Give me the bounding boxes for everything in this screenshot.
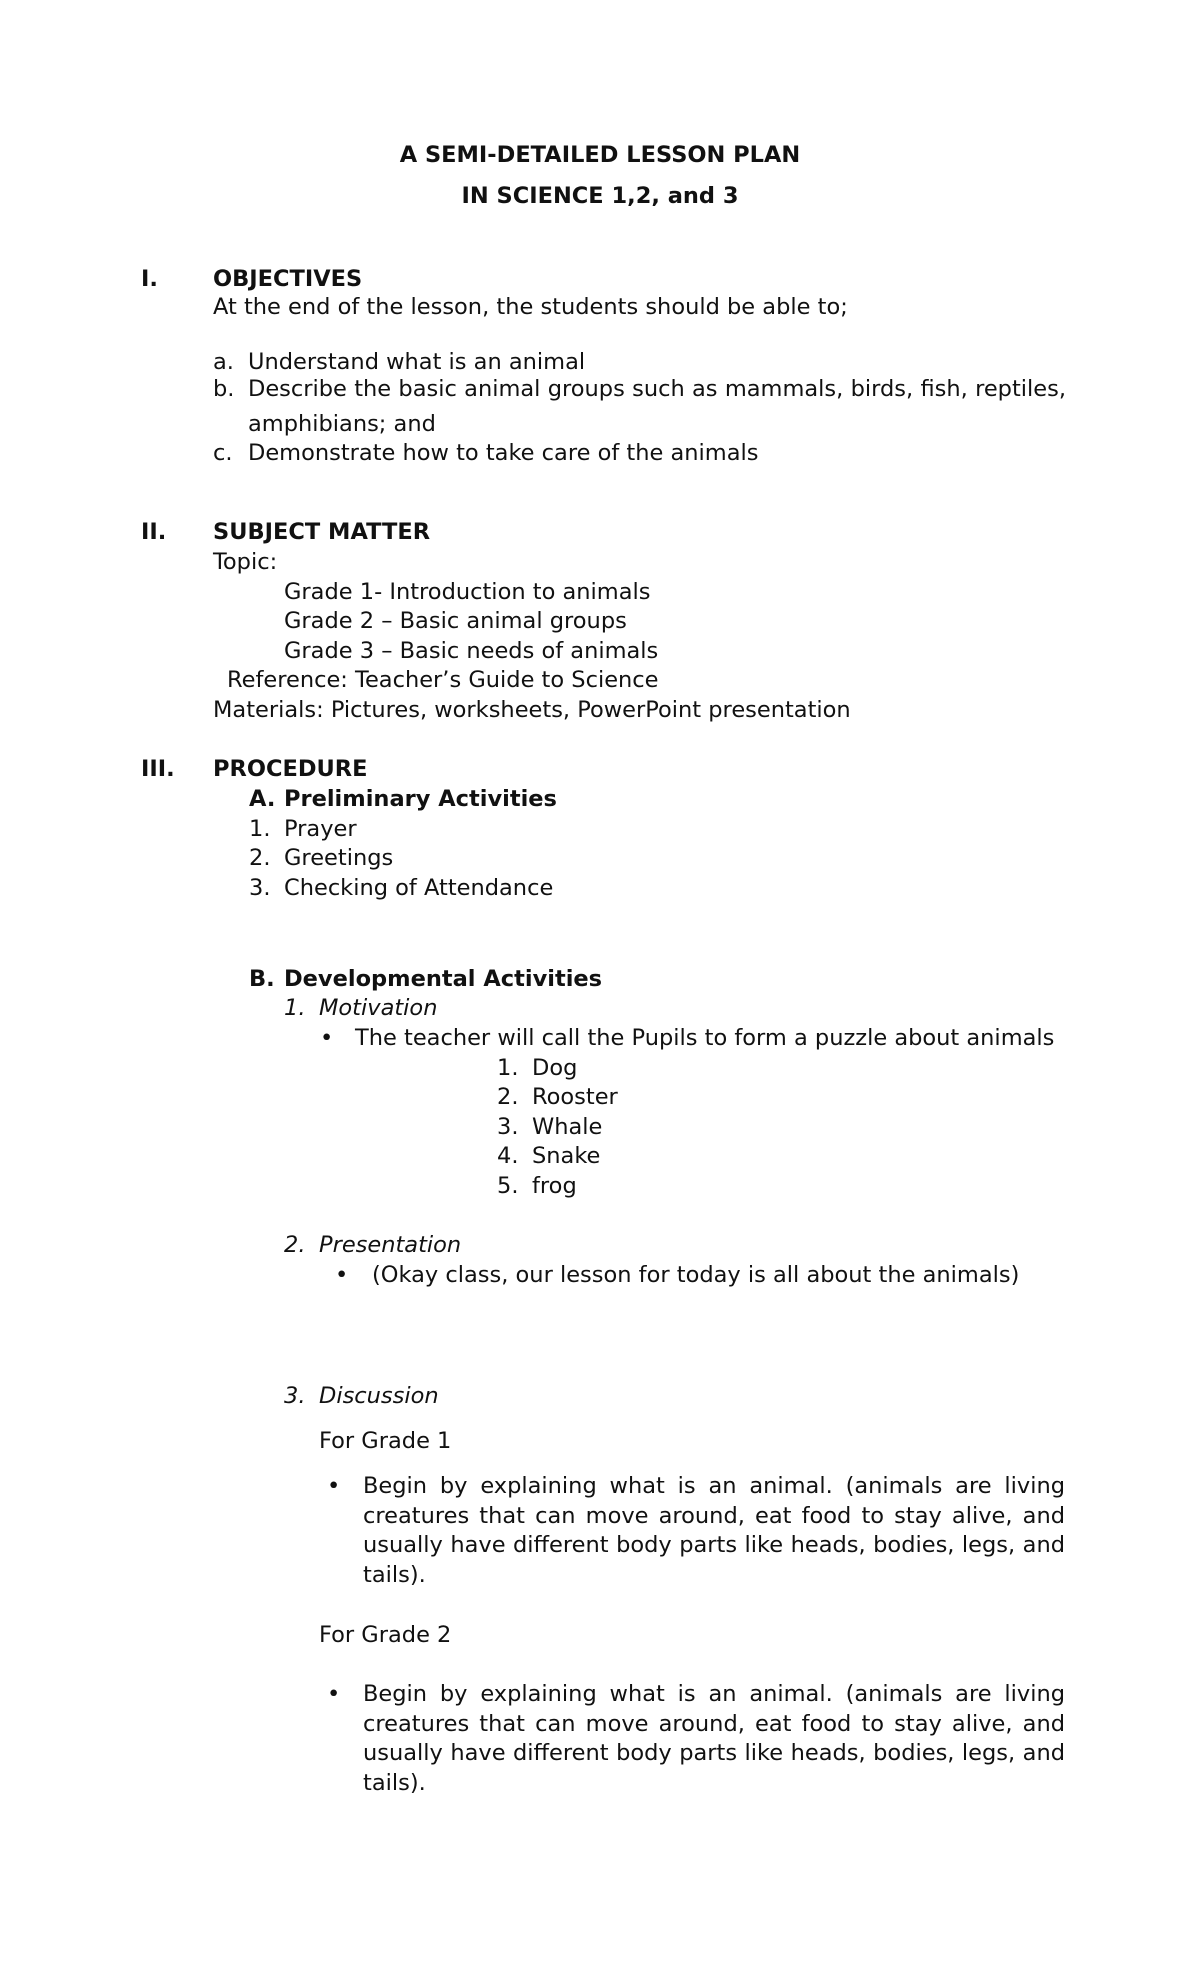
motivation-heading: Motivation <box>319 995 438 1021</box>
materials-line: Materials: Pictures, worksheets, PowerPoint presentation <box>213 697 851 723</box>
animal-marker-4: 4. <box>497 1143 519 1169</box>
preliminary-marker-1: 1. <box>249 816 271 842</box>
animal-item-whale: Whale <box>532 1114 603 1140</box>
animal-item-snake: Snake <box>532 1143 601 1169</box>
presentation-marker: 2. <box>284 1232 306 1258</box>
grade-1-text-line-4: tails). <box>363 1562 426 1588</box>
subject-matter-heading: SUBJECT MATTER <box>213 519 431 545</box>
grade-2-label: For Grade 2 <box>319 1622 452 1648</box>
animal-marker-3: 3. <box>497 1114 519 1140</box>
bullet-icon: • <box>320 1025 334 1051</box>
presentation-bullet-text: (Okay class, our lesson for today is all about the animals) <box>372 1262 1020 1288</box>
discussion-marker: 3. <box>284 1383 306 1409</box>
animal-marker-1: 1. <box>497 1055 519 1081</box>
grade-1-label: For Grade 1 <box>319 1428 452 1454</box>
developmental-marker: B. <box>249 966 275 992</box>
preliminary-item-greetings: Greetings <box>284 845 394 871</box>
reference-line: Reference: Teacher’s Guide to Science <box>227 667 659 693</box>
animal-marker-5: 5. <box>497 1173 519 1199</box>
procedure-heading: PROCEDURE <box>213 756 368 782</box>
grade-1-text-line-3: usually have different body parts like heads, bodies, legs, and <box>363 1532 1065 1558</box>
grade-1-text-line-2: creatures that can move around, eat food to stay alive, and <box>363 1503 1065 1529</box>
motivation-bullet-text: The teacher will call the Pupils to form a puzzle about animals <box>355 1025 1055 1051</box>
animal-marker-2: 2. <box>497 1084 519 1110</box>
section-numeral-procedure: III. <box>141 756 175 782</box>
grade-2-text-line-1: Begin by explaining what is an animal. (animals are living <box>363 1681 1065 1707</box>
discussion-heading: Discussion <box>319 1383 439 1409</box>
bullet-icon: • <box>335 1262 349 1288</box>
developmental-heading: Developmental Activities <box>284 966 603 992</box>
objectives-intro: At the end of the lesson, the students should be able to; <box>213 294 848 320</box>
objective-item-b-continued: amphibians; and <box>248 411 436 437</box>
objective-item-c: Demonstrate how to take care of the animals <box>248 440 759 466</box>
motivation-marker: 1. <box>284 995 306 1021</box>
document-title-line-2: IN SCIENCE 1,2, and 3 <box>461 183 739 209</box>
bullet-icon: • <box>327 1473 341 1499</box>
topic-grade-3: Grade 3 – Basic needs of animals <box>284 638 659 664</box>
objective-marker-a: a. <box>213 349 234 375</box>
objective-marker-c: c. <box>213 440 233 466</box>
animal-item-dog: Dog <box>532 1055 578 1081</box>
topic-grade-1: Grade 1- Introduction to animals <box>284 579 651 605</box>
animal-item-rooster: Rooster <box>532 1084 618 1110</box>
grade-2-text-line-2: creatures that can move around, eat food to stay alive, and <box>363 1711 1065 1737</box>
section-numeral-objectives: I. <box>141 266 158 292</box>
objective-marker-b: b. <box>213 376 235 402</box>
preliminary-marker-3: 3. <box>249 875 271 901</box>
preliminary-marker-2: 2. <box>249 845 271 871</box>
grade-2-text-line-4: tails). <box>363 1770 426 1796</box>
topic-label: Topic: <box>213 549 278 575</box>
preliminary-item-prayer: Prayer <box>284 816 357 842</box>
objective-item-b: Describe the basic animal groups such as mammals, birds, fish, reptiles, <box>248 376 1066 402</box>
topic-grade-2: Grade 2 – Basic animal groups <box>284 608 627 634</box>
grade-2-text-line-3: usually have different body parts like heads, bodies, legs, and <box>363 1740 1065 1766</box>
document-title-line-1: A SEMI-DETAILED LESSON PLAN <box>399 142 801 168</box>
animal-item-frog: frog <box>532 1173 577 1199</box>
grade-1-text-line-1: Begin by explaining what is an animal. (animals are living <box>363 1473 1065 1499</box>
presentation-heading: Presentation <box>319 1232 462 1258</box>
objective-item-a: Understand what is an animal <box>248 349 586 375</box>
objectives-heading: OBJECTIVES <box>213 266 363 292</box>
preliminary-item-attendance: Checking of Attendance <box>284 875 554 901</box>
preliminary-heading: Preliminary Activities <box>284 786 557 812</box>
section-numeral-subject-matter: II. <box>141 519 167 545</box>
preliminary-marker: A. <box>249 786 276 812</box>
bullet-icon: • <box>327 1681 341 1707</box>
